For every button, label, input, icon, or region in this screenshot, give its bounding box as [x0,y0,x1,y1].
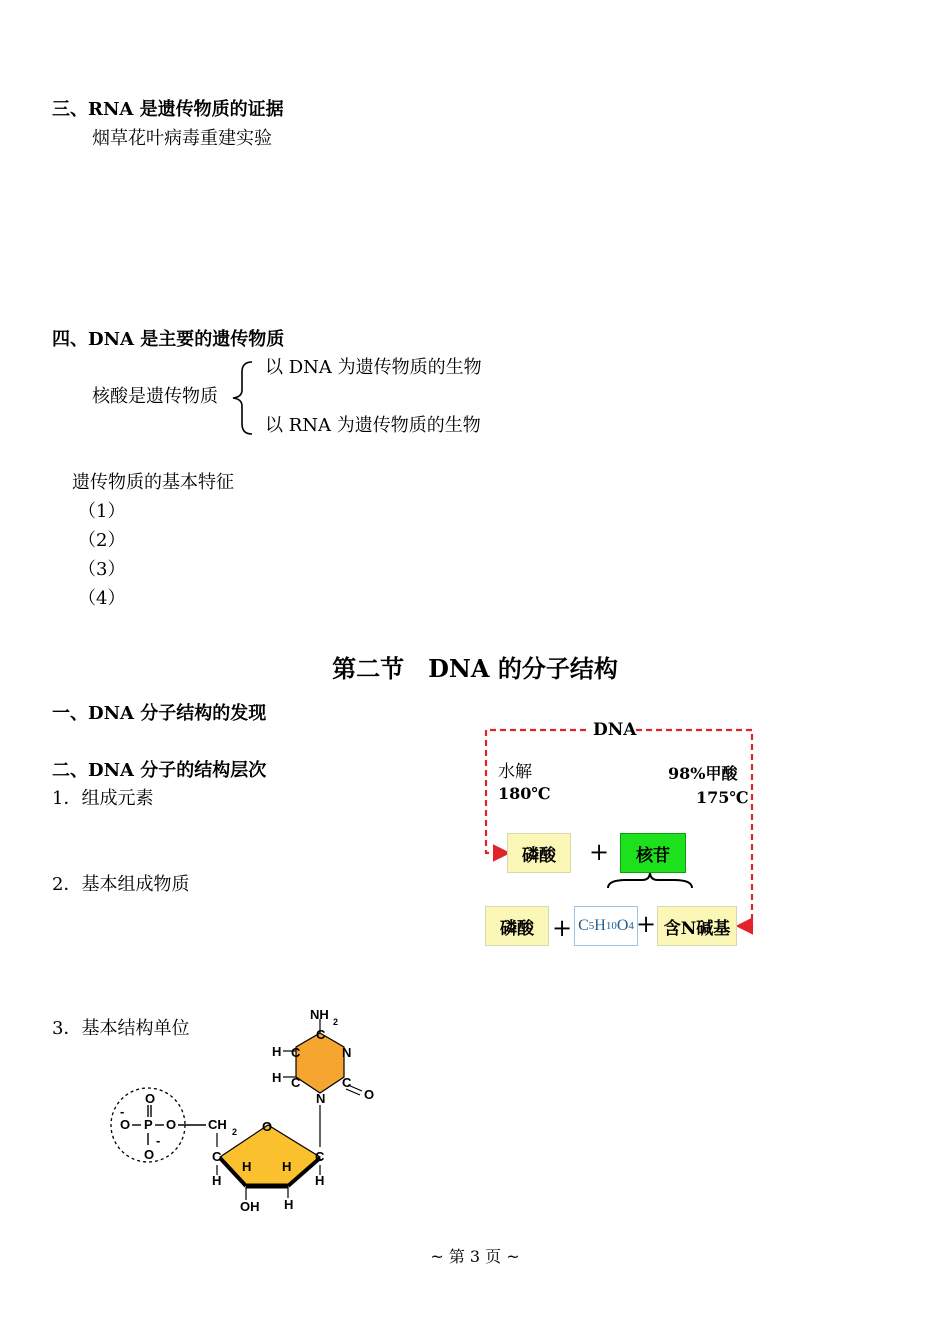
nitrogen-base-box: 含N碱基 [657,906,737,946]
formic-acid-temp: 175℃ [696,788,749,807]
svg-text:2: 2 [232,1127,238,1137]
svg-text:O: O [144,1147,155,1162]
feature-item: （4） [78,588,126,609]
hydrolysis-label: 水解 [498,762,532,782]
svg-text:O: O [145,1091,156,1106]
svg-text:H: H [315,1173,325,1188]
svg-text:C: C [291,1075,301,1090]
svg-text:C: C [316,1027,326,1042]
plus-sign: + [552,914,573,942]
svg-text:N: N [342,1045,352,1060]
plus-sign: + [636,910,657,938]
svg-text:O: O [166,1117,177,1132]
item-structural-unit: 3．基本结构单位 [52,1018,190,1039]
part2-heading: 二、DNA 分子的结构层次 [52,760,267,781]
svg-text:H: H [284,1197,294,1212]
sugar-formula-box: C 5 H 10 O 4 [574,906,638,946]
svg-text:-: - [120,1104,125,1119]
svg-text:-: - [156,1133,161,1148]
svg-text:NH: NH [310,1007,329,1022]
feature-item: （1） [78,501,126,522]
phosphate-box: 磷酸 [485,906,549,946]
svg-text:C: C [212,1149,222,1164]
brace-icon [228,360,258,436]
section3-heading: 三、RNA 是遗传物质的证据 [52,99,284,120]
svg-text:O: O [364,1087,375,1102]
nucleic-acid-label: 核酸是遗传物质 [92,386,218,407]
svg-text:P: P [144,1117,153,1132]
svg-text:H: H [272,1070,282,1085]
dna-label: DNA [593,720,637,740]
svg-text:CH: CH [208,1117,227,1132]
svg-text:N: N [316,1091,326,1106]
svg-text:H: H [212,1173,222,1188]
section4-heading: 四、DNA 是主要的遗传物质 [52,329,285,350]
page-footer: ~ 第 3 页 ~ [430,1247,520,1266]
svg-text:O: O [120,1117,131,1132]
svg-text:OH: OH [240,1199,260,1214]
cytosine-ring [296,1033,344,1093]
feature-item: （2） [78,530,126,551]
hydrolysis-temp: 180℃ [498,784,551,803]
svg-text:C: C [342,1075,352,1090]
nucleoside-box: 核苷 [620,833,686,873]
item-components: 2．基本组成物质 [52,874,190,895]
branch-rna: 以 RNA 为遗传物质的生物 [265,415,481,436]
section-title: 第二节 DNA 的分子结构 [332,654,618,683]
section3-subline: 烟草花叶病毒重建实验 [92,128,272,149]
item-elements: 1．组成元素 [52,788,154,809]
svg-text:C: C [315,1149,325,1164]
phosphate-box: 磷酸 [507,833,571,873]
nucleotide-structure [100,1005,390,1215]
part1-heading: 一、DNA 分子结构的发现 [52,703,267,724]
svg-text:C: C [291,1045,301,1060]
dna-hydrolysis-diagram [478,712,768,972]
svg-text:H: H [272,1044,282,1059]
feature-item: （3） [78,559,126,580]
svg-text:O: O [262,1119,273,1134]
plus-sign: + [589,838,610,866]
formic-acid-label: 98%甲酸 [668,764,738,783]
svg-text:H: H [242,1159,252,1174]
svg-text:H: H [282,1159,292,1174]
features-label: 遗传物质的基本特征 [72,472,234,493]
svg-text:2: 2 [333,1017,339,1027]
branch-dna: 以 DNA 为遗传物质的生物 [265,357,482,378]
